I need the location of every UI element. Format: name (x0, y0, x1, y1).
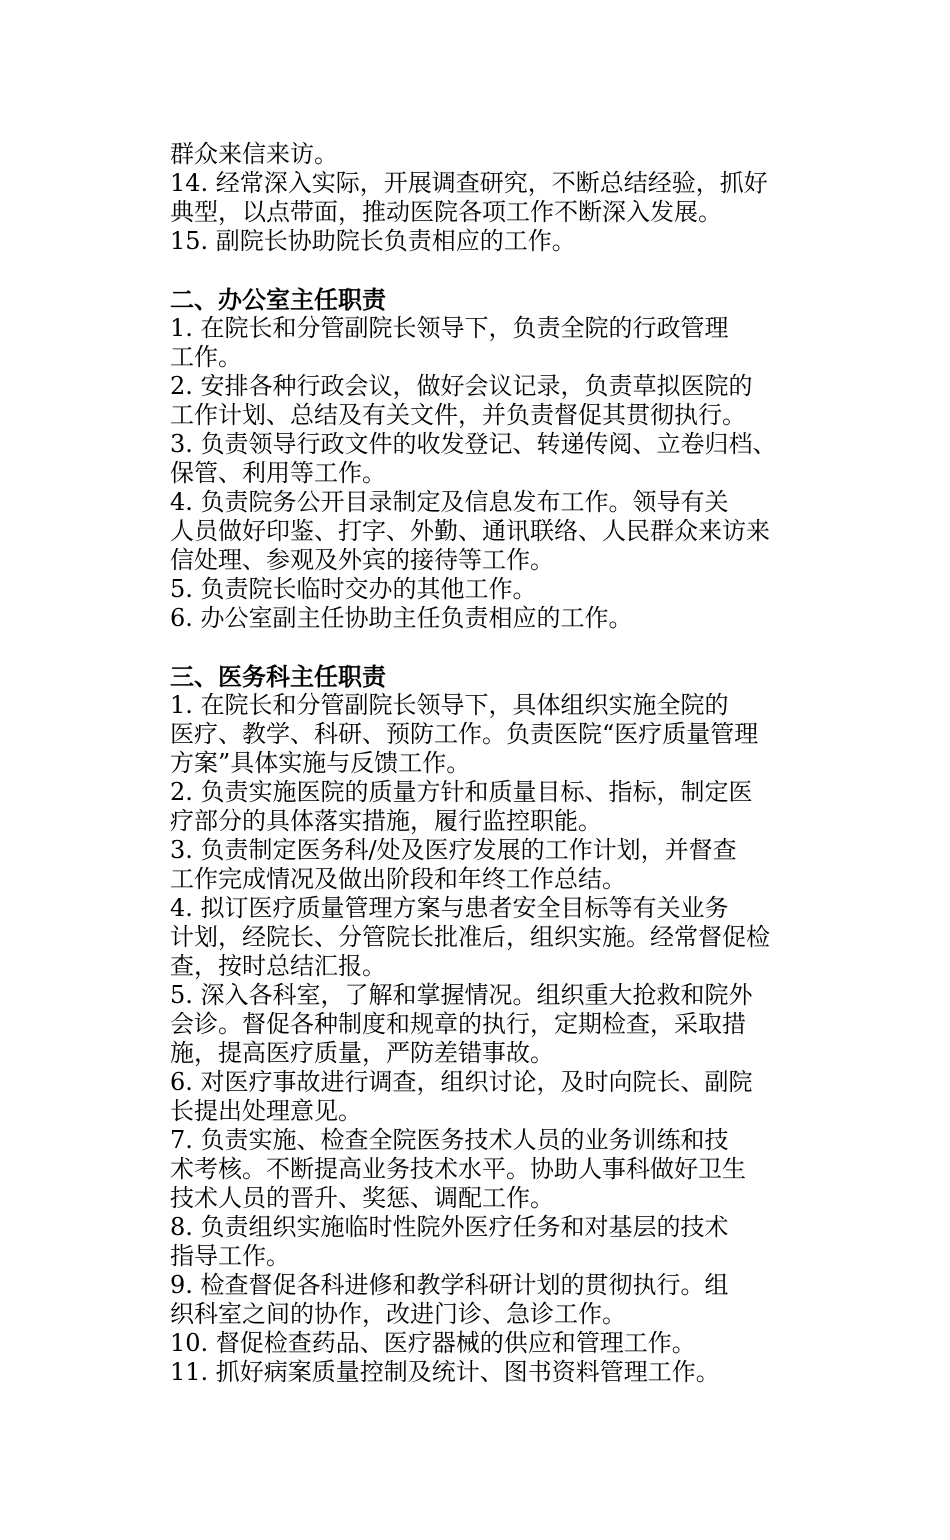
text-line: 6. 对医疗事故进行调查，组织讨论，及时向院长、副院 (170, 1068, 753, 1096)
text-line: 疗部分的具体落实措施，履行监控职能。 (170, 807, 602, 835)
text-line: 4. 拟订医疗质量管理方案与患者安全目标等有关业务 (170, 894, 729, 922)
text-line: 2. 安排各种行政会议，做好会议记录，负责草拟医院的 (170, 372, 753, 400)
text-line: 1. 在院长和分管副院长领导下，具体组织实施全院的 (170, 691, 729, 719)
section-heading: 二、办公室主任职责 (170, 285, 386, 314)
text-line: 6. 办公室副主任协助主任负责相应的工作。 (170, 604, 633, 632)
paragraph-spacer (170, 256, 810, 285)
section-medical-affairs-director (170, 662, 810, 1387)
text-line: 1. 在院长和分管副院长领导下，负责全院的行政管理 (170, 314, 729, 342)
text-line: 术考核。不断提高业务技术水平。协助人事科做好卫生 (170, 1155, 746, 1183)
text-line: 群众来信来访。 (170, 140, 338, 168)
text-line: 计划，经院长、分管院长批准后，组织实施。经常督促检 (170, 923, 770, 951)
text-line: 会诊。督促各种制度和规章的执行，定期检查，采取措 (170, 1010, 746, 1038)
text-line: 织科室之间的协作，改进门诊、急诊工作。 (170, 1300, 626, 1328)
text-line: 5. 深入各科室，了解和掌握情况。组织重大抢救和院外 (170, 981, 753, 1009)
text-line: 方案”具体实施与反馈工作。 (170, 749, 471, 777)
text-line: 15. 副院长协助院长负责相应的工作。 (170, 227, 576, 255)
text-line: 长提出处理意见。 (170, 1097, 362, 1125)
text-line: 7. 负责实施、检查全院医务技术人员的业务训练和技 (170, 1126, 729, 1154)
text-line: 3. 负责制定医务科/处及医疗发展的工作计划，并督查 (170, 836, 737, 864)
text-line: 保管、利用等工作。 (170, 459, 386, 487)
text-line: 4. 负责院务公开目录制定及信息发布工作。领导有关 (170, 488, 729, 516)
text-line: 3. 负责领导行政文件的收发登记、转递传阅、立卷归档、 (170, 430, 777, 458)
text-line: 指导工作。 (170, 1242, 290, 1270)
text-line: 信处理、参观及外宾的接待等工作。 (170, 546, 554, 574)
text-line: 施，提高医疗质量，严防差错事故。 (170, 1039, 554, 1067)
text-line: 工作。 (170, 343, 242, 371)
text-line: 人员做好印鉴、打字、外勤、通讯联络、人民群众来访来 (170, 517, 770, 545)
text-line: 9. 检查督促各科进修和教学科研计划的贯彻执行。组 (170, 1271, 729, 1299)
section-heading: 三、医务科主任职责 (170, 662, 386, 691)
text-line: 典型，以点带面，推动医院各项工作不断深入发展。 (170, 198, 722, 226)
text-line: 工作计划、总结及有关文件，并负责督促其贯彻执行。 (170, 401, 746, 429)
text-line: 医疗、教学、科研、预防工作。负责医院“医疗质量管理 (170, 720, 759, 748)
paragraph-spacer (170, 633, 810, 662)
text-line: 查，按时总结汇报。 (170, 952, 386, 980)
text-line: 14. 经常深入实际，开展调查研究，不断总结经验，抓好 (170, 169, 768, 197)
text-line: 工作完成情况及做出阶段和年终工作总结。 (170, 865, 626, 893)
text-line: 11. 抓好病案质量控制及统计、图书资料管理工作。 (170, 1358, 720, 1386)
top-block (170, 140, 810, 256)
text-line: 5. 负责院长临时交办的其他工作。 (170, 575, 537, 603)
document-page (170, 140, 810, 1387)
section-office-director (170, 285, 810, 633)
text-line: 技术人员的晋升、奖惩、调配工作。 (170, 1184, 554, 1212)
text-line: 2. 负责实施医院的质量方针和质量目标、指标，制定医 (170, 778, 753, 806)
text-line: 10. 督促检查药品、医疗器械的供应和管理工作。 (170, 1329, 696, 1357)
text-line: 8. 负责组织实施临时性院外医疗任务和对基层的技术 (170, 1213, 729, 1241)
